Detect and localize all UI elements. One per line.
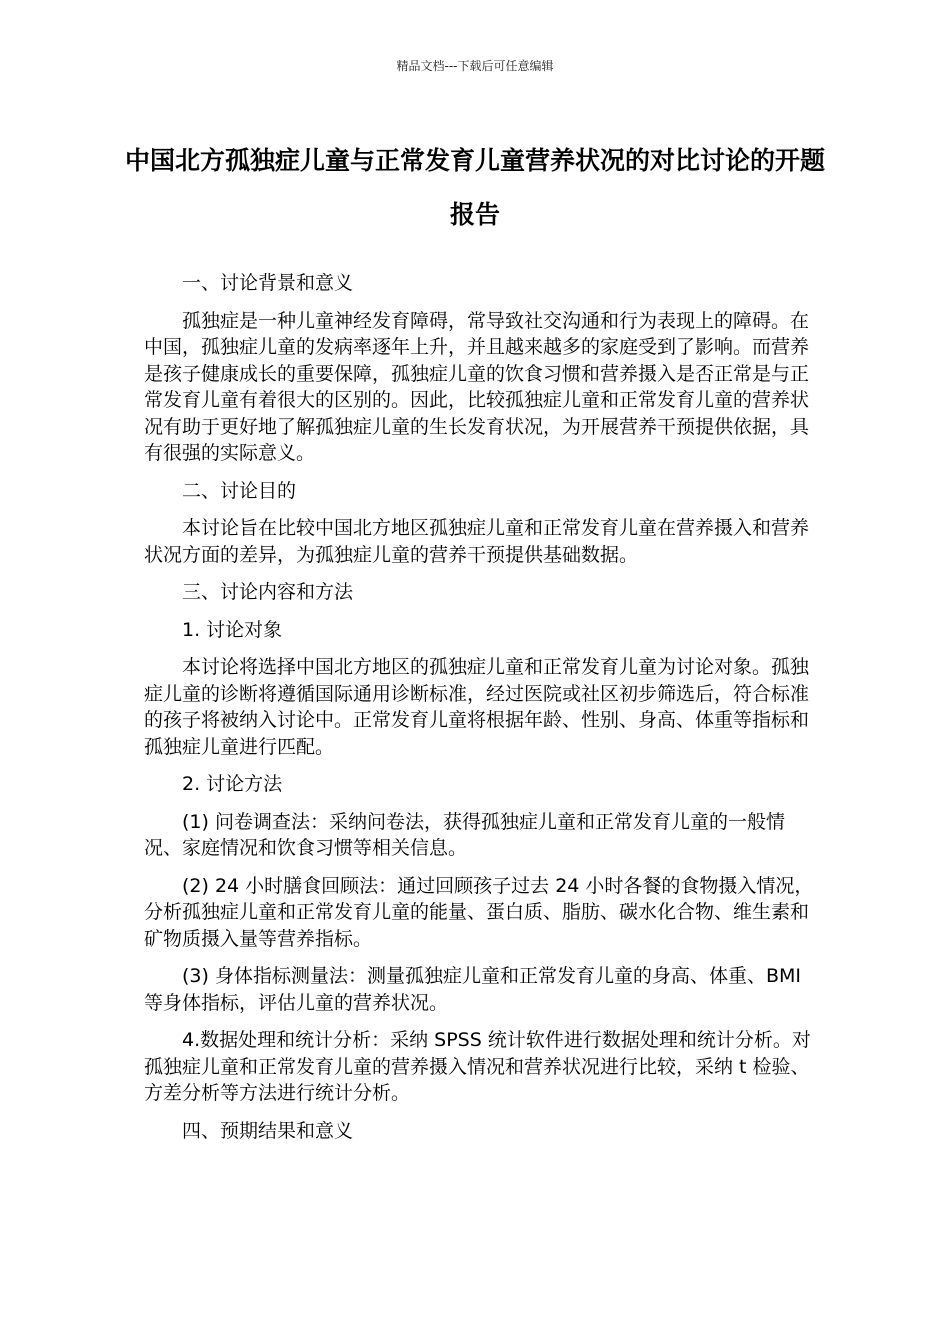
section-heading-expected-results: 四、预期结果和意义 (182, 1119, 354, 1142)
section-heading-content-methods: 三、讨论内容和方法 (182, 581, 354, 603)
paragraph-subjects: 本讨论将选择中国北方地区的孤独症儿童和正常发育儿童为讨论对象。孤独症儿童的诊断将遵循国际通用诊断标准，经过医院或社区初步筛选后，符合标准的孩子将被纳入讨论中。正常发育儿童将根据年龄、性别、身高、体重等指标和孤独症儿童进行匹配。 (144, 656, 810, 758)
paragraph-data-analysis: 4.数据处理和统计分析：采纳 SPSS 统计软件进行数据处理和统计分析。对孤独症儿童和正常发育儿童的营养摄入情况和营养状况进行比较，采纳 t 检验、方差分析等方法进行统计分析。 (144, 1029, 811, 1104)
header-note: 精品文档---下载后可任意编辑 (396, 59, 554, 73)
section-heading-background: 一、讨论背景和意义 (182, 272, 354, 294)
section-heading-purpose: 二、讨论目的 (182, 479, 297, 502)
paragraph-method-body-measurement: (3) 身体指标测量法：测量孤独症儿童和正常发育儿童的身高、体重、BMI 等身体指标，评估儿童的营养状况。 (144, 965, 801, 1014)
document-title: 中国北方孤独症儿童与正常发育儿童营养状况的对比讨论的开题报告 (124, 146, 825, 229)
paragraph-method-questionnaire: (1) 问卷调查法：采纳问卷法，获得孤独症儿童和正常发育儿童的一般情况、家庭情况和饮食习惯等相关信息。 (144, 810, 785, 859)
paragraph-background: 孤独症是一种儿童神经发育障碍，常导致社交沟通和行为表现上的障碍。在中国，孤独症儿童的发病率逐年上升，并且越来越多的家庭受到了影响。而营养是孩子健康成长的重要保障，孤独症儿童的饮食习惯和营养摄入是否正常是与正常发育儿童有着很大的区别的。因此，比较孤独症儿童和正常发育儿童的营养状况有助于更好地了解孤独症儿童的生长发育状况，为开展营养干预提供依据，具有很强的实际意义。 (144, 309, 810, 464)
subheading-subjects: 1. 讨论对象 (182, 618, 283, 641)
paragraph-purpose: 本讨论旨在比较中国北方地区孤独症儿童和正常发育儿童在营养摄入和营养状况方面的差异，为孤独症儿童的营养干预提供基础数据。 (144, 517, 810, 566)
paragraph-method-diet-recall: (2) 24 小时膳食回顾法：通过回顾孩子过去 24 小时各餐的食物摄入情况，分析孤独症儿童和正常发育儿童的能量、蛋白质、脂肪、碳水化合物、维生素和矿物质摄入量等营养指标。 (144, 874, 814, 950)
document-body (144, 270, 814, 1155)
subheading-methods: 2. 讨论方法 (182, 773, 283, 795)
